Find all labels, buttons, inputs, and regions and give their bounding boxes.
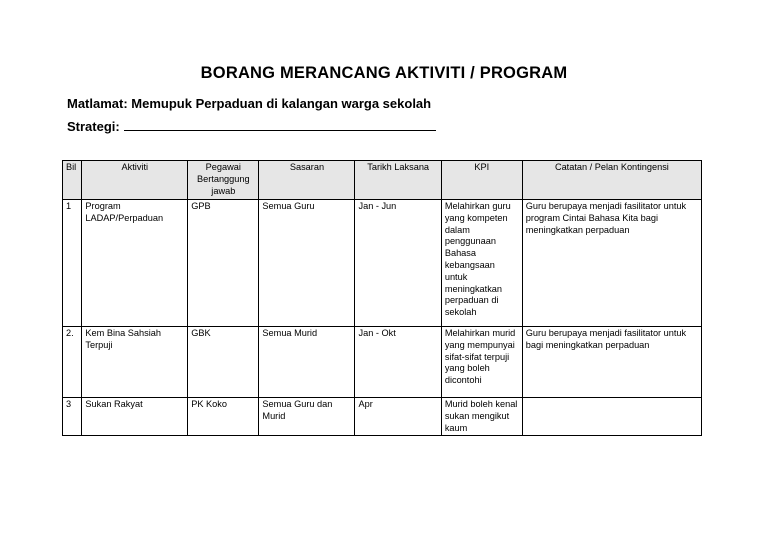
- cell-kpi: Melahirkan murid yang mempunyai sifat-sifat terpuji yang boleh dicontohi: [441, 327, 522, 398]
- header-pegawai: Pegawai Bertanggung jawab: [188, 161, 259, 200]
- header-bil: Bil: [63, 161, 82, 200]
- strategi-label: Strategi:: [67, 119, 120, 134]
- cell-sasaran: Semua Guru dan Murid: [259, 398, 355, 436]
- cell-catatan: [522, 398, 701, 436]
- cell-aktiviti: Sukan Rakyat: [82, 398, 188, 436]
- document-title: BORANG MERANCANG AKTIVITI / PROGRAM: [200, 64, 568, 82]
- cell-aktiviti: Program LADAP/Perpaduan: [82, 200, 188, 327]
- table-row: [63, 398, 702, 436]
- header-catatan: Catatan / Pelan Kontingensi: [522, 161, 701, 200]
- cell-tarikh: Jan - Okt: [355, 327, 441, 398]
- header-aktiviti: Aktiviti: [82, 161, 188, 200]
- cell-bil: 3: [63, 398, 82, 436]
- cell-sasaran: Semua Murid: [259, 327, 355, 398]
- matlamat-line: Matlamat: Memupuk Perpaduan di kalangan warga sekolah: [67, 96, 432, 111]
- cell-pegawai: PK Koko: [188, 398, 259, 436]
- cell-pegawai: GBK: [188, 327, 259, 398]
- header-sasaran: Sasaran: [259, 161, 355, 200]
- cell-catatan: Guru berupaya menjadi fasilitator untuk program Cintai Bahasa Kita bagi meningkatkan perpaduan: [522, 200, 701, 327]
- cell-kpi: Melahirkan guru yang kompeten dalam penggunaan Bahasa kebangsaan untuk meningkatkan perpaduan di sekolah: [441, 200, 522, 327]
- cell-bil: 2.: [63, 327, 82, 398]
- cell-bil: 1: [63, 200, 82, 327]
- cell-sasaran: Semua Guru: [259, 200, 355, 327]
- cell-kpi: Murid boleh kenal sukan mengikut kaum: [441, 398, 522, 436]
- cell-catatan: Guru berupaya menjadi fasilitator untuk bagi meningkatkan perpaduan: [522, 327, 701, 398]
- table-row: [63, 327, 702, 398]
- header-tarikh: Tarikh Laksana: [355, 161, 441, 200]
- cell-tarikh: Apr: [355, 398, 441, 436]
- strategi-blank-line: [124, 119, 436, 131]
- cell-tarikh: Jan - Jun: [355, 200, 441, 327]
- table-header-row: [63, 161, 702, 200]
- cell-pegawai: GPB: [188, 200, 259, 327]
- header-kpi: KPI: [441, 161, 522, 200]
- strategi-line: [67, 119, 436, 134]
- table-row: [63, 200, 702, 327]
- activity-plan-table: [62, 160, 702, 436]
- cell-aktiviti: Kem Bina Sahsiah Terpuji: [82, 327, 188, 398]
